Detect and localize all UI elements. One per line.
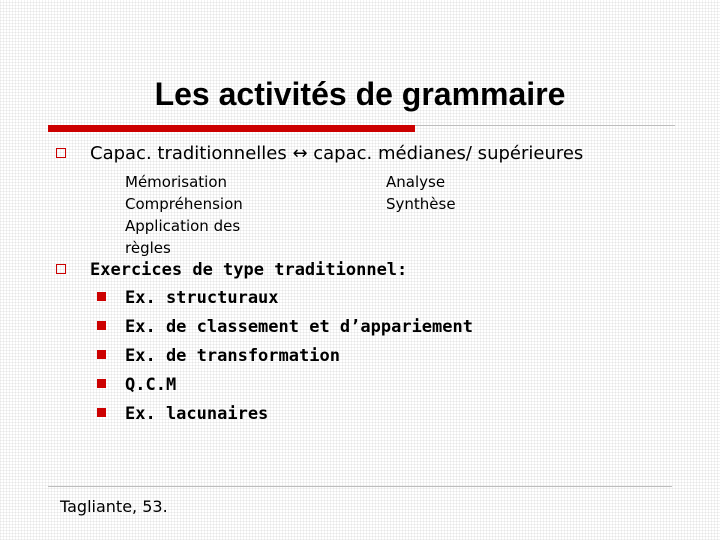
footer-source: Tagliante, 53. — [60, 497, 168, 516]
hollow-square-bullet-icon — [56, 148, 66, 158]
filled-square-bullet-icon — [97, 350, 106, 359]
exercise-item: Ex. structuraux — [125, 288, 279, 308]
capacity-item: Synthèse — [386, 195, 456, 213]
filled-square-bullet-icon — [97, 321, 106, 330]
capacities-right-column — [386, 171, 456, 215]
capacity-item: règles — [125, 239, 171, 257]
filled-square-bullet-icon — [97, 292, 106, 301]
capacity-item: Compréhension — [125, 195, 243, 213]
capacity-item: Analyse — [386, 173, 446, 191]
exercise-item: Ex. lacunaires — [125, 404, 269, 424]
title-underline-rule — [415, 125, 675, 126]
filled-square-bullet-icon — [97, 379, 106, 388]
bullet-text: Exercices de type traditionnel: — [90, 260, 408, 280]
hollow-square-bullet-icon — [56, 264, 66, 274]
filled-square-bullet-icon — [97, 408, 106, 417]
capacity-item: Application des — [125, 217, 241, 235]
exercise-item: Ex. de transformation — [125, 346, 340, 366]
slide-title: Les activités de grammaire — [154, 76, 566, 112]
footer-rule — [48, 486, 672, 487]
title-underline-accent — [48, 125, 415, 132]
capacity-item: Mémorisation — [125, 173, 228, 191]
exercise-item: Q.C.M — [125, 375, 177, 395]
bullet-text: Capac. traditionnelles ↔ capac. médianes/ supérieures — [90, 143, 584, 164]
capacities-left-column — [125, 171, 243, 259]
exercise-item: Ex. de classement et d’appariement — [125, 317, 473, 337]
